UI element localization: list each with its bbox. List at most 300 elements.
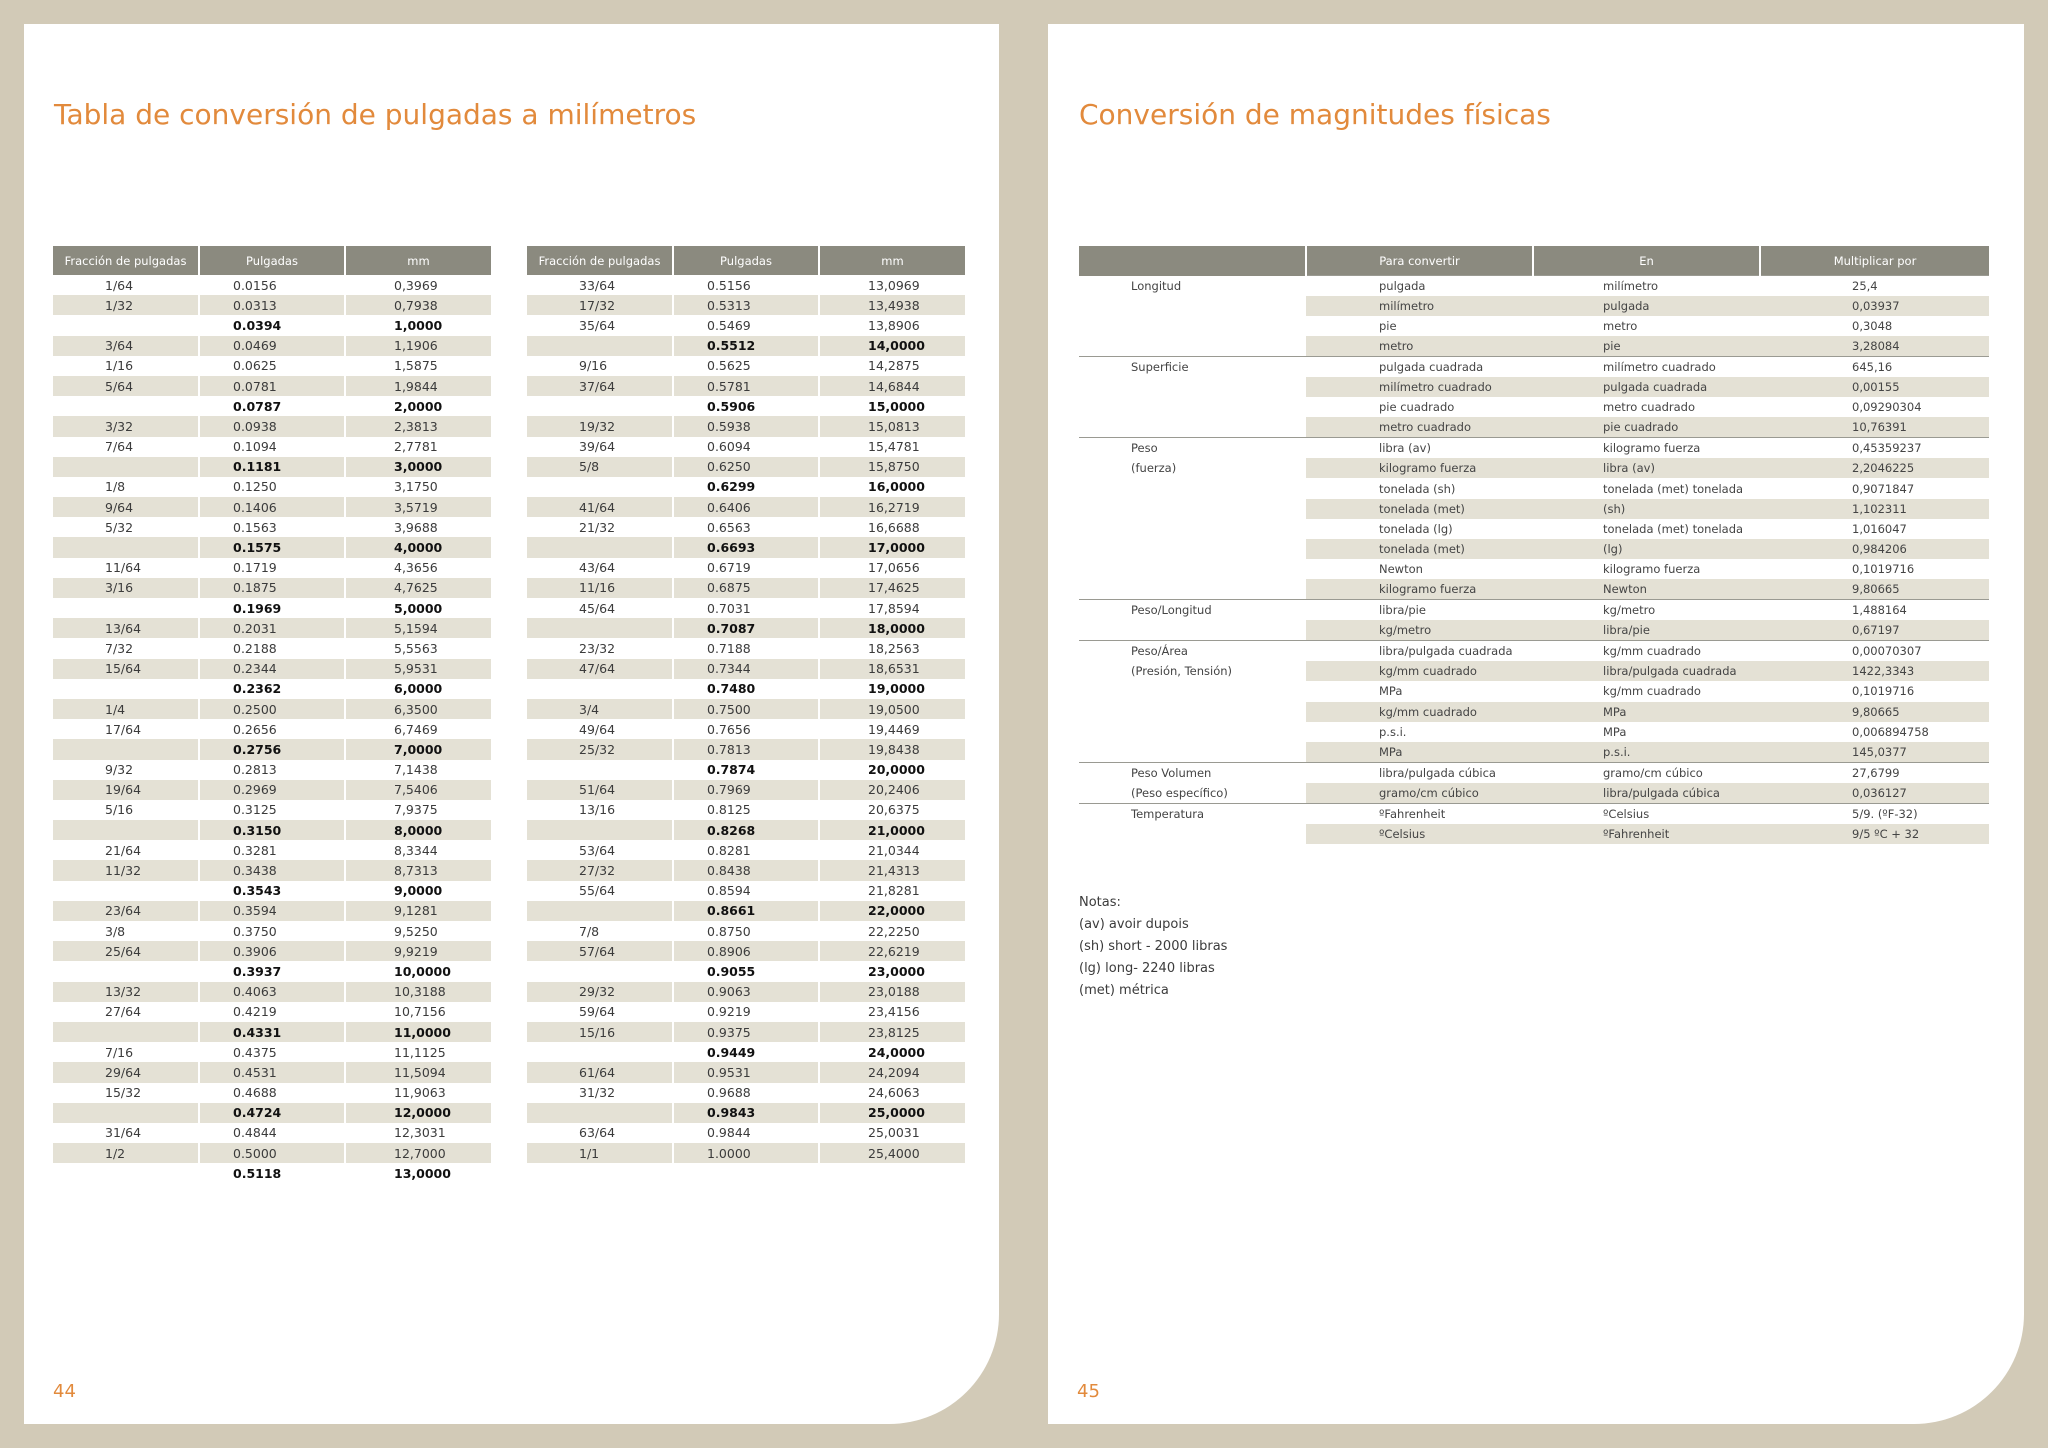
table-row — [53, 457, 491, 477]
table-row — [1079, 640, 1989, 661]
mm-cell: 2,3813 — [345, 416, 491, 436]
magnitude-cell — [1079, 397, 1306, 417]
table-row — [1079, 722, 1989, 742]
table-row — [527, 1042, 965, 1062]
from-unit-cell: tonelada (lg) — [1379, 521, 1453, 536]
mm-cell: 15,4781 — [868, 439, 920, 455]
table-row — [1079, 519, 1989, 539]
mm-cell: 4,3656 — [394, 560, 438, 576]
mm-cell: 21,0344 — [868, 842, 920, 858]
to-unit-cell: MPa — [1603, 724, 1627, 739]
from-unit-cell: kg/mm cuadrado — [1306, 661, 1533, 681]
table-row — [1079, 499, 1989, 519]
from-unit-cell: pie cuadrado — [1379, 400, 1455, 415]
fraction-cell: 17/64 — [53, 719, 199, 739]
magnitude-cell — [1079, 377, 1306, 397]
inches-cell: 0.5156 — [673, 275, 819, 295]
inches-cell: 0.0787 — [199, 396, 345, 416]
column-header: Para convertir — [1306, 246, 1533, 276]
table-row — [1079, 661, 1989, 681]
table-row — [1079, 559, 1989, 579]
mm-cell: 14,2875 — [868, 358, 920, 374]
table-row — [527, 336, 965, 356]
table-row — [53, 558, 491, 578]
mm-cell: 24,2094 — [819, 1062, 965, 1082]
table-row — [527, 558, 965, 578]
fraction-cell: 17/32 — [527, 295, 673, 315]
inches-cell: 0.4688 — [199, 1083, 345, 1103]
from-unit-cell: kg/metro — [1306, 620, 1533, 640]
inches-cell: 0.0938 — [199, 416, 345, 436]
mm-cell: 20,0000 — [868, 762, 925, 778]
fraction-cell: 15/16 — [527, 1022, 673, 1042]
table-row — [527, 416, 965, 436]
fraction-cell: 25/32 — [527, 739, 673, 759]
fraction-cell — [53, 961, 199, 981]
inches-cell: 0.0156 — [199, 275, 345, 295]
table-row — [527, 1062, 965, 1082]
fraction-cell — [53, 598, 199, 618]
mm-cell: 17,0000 — [819, 537, 965, 557]
table-row — [53, 336, 491, 356]
multiplier-cell: 9,80665 — [1760, 579, 1989, 599]
table-row — [53, 760, 491, 780]
inches-cell: 0.5469 — [673, 315, 819, 335]
fraction-cell: 15/32 — [53, 1083, 199, 1103]
mm-cell: 16,6688 — [868, 519, 920, 535]
table-row — [53, 437, 491, 457]
mm-cell: 11,5094 — [345, 1062, 491, 1082]
from-unit-cell: libra/pulgada cúbica — [1306, 762, 1533, 783]
multiplier-cell: 0,00155 — [1760, 377, 1989, 397]
mm-cell: 15,0000 — [868, 398, 925, 414]
magnitude-cell — [1079, 620, 1306, 640]
from-unit-cell: kilogramo fuerza — [1306, 458, 1533, 478]
magnitude-cell: (Presión, Tensión) — [1131, 664, 1233, 679]
table-row — [527, 356, 965, 376]
fraction-cell: 5/16 — [53, 800, 199, 820]
multiplier-cell: 9,80665 — [1760, 702, 1989, 722]
left-page — [24, 24, 999, 1424]
fraction-cell: 11/64 — [53, 558, 199, 578]
fraction-cell — [527, 1103, 673, 1123]
fraction-cell — [53, 457, 199, 477]
inches-cell: 0.0625 — [199, 356, 345, 376]
table-row — [53, 295, 491, 315]
table-row — [527, 921, 965, 941]
inches-cell: 0.7656 — [673, 719, 819, 739]
mm-cell: 14,0000 — [819, 336, 965, 356]
table-row — [53, 1042, 491, 1062]
page-title: Conversión de magnitudes físicas — [1079, 98, 1551, 131]
table-row — [527, 941, 965, 961]
to-unit-cell: libra/pulgada cúbica — [1533, 783, 1760, 804]
multiplier-cell: 3,28084 — [1760, 336, 1989, 356]
table-row — [53, 376, 491, 396]
mm-cell: 3,0000 — [345, 457, 491, 477]
note-item: (lg) long- 2240 libras — [1079, 961, 1215, 976]
to-unit-cell: tonelada (met) tonelada — [1603, 481, 1744, 496]
multiplier-cell: 0,006894758 — [1852, 724, 1929, 739]
mm-cell: 7,9375 — [394, 802, 438, 818]
mm-cell: 13,8906 — [868, 317, 920, 333]
table-row — [1079, 336, 1989, 356]
fraction-cell: 49/64 — [527, 719, 673, 739]
to-unit-cell: Newton — [1533, 579, 1760, 599]
table-row — [1079, 824, 1989, 844]
to-unit-cell: kg/mm cuadrado — [1603, 684, 1701, 699]
table-row — [527, 376, 965, 396]
table-row — [527, 1022, 965, 1042]
table-row — [527, 638, 965, 658]
inches-cell: 0.8594 — [673, 881, 819, 901]
from-unit-cell: tonelada (met) — [1306, 539, 1533, 559]
table-row — [527, 881, 965, 901]
inches-cell: 0.9449 — [673, 1042, 819, 1062]
table-row — [527, 780, 965, 800]
multiplier-cell: 0,00070307 — [1760, 640, 1989, 661]
table-row — [1079, 276, 1989, 296]
mm-cell: 17,0656 — [868, 560, 920, 576]
mm-cell: 23,4156 — [868, 1004, 920, 1020]
inches-cell: 0.5313 — [673, 295, 819, 315]
fraction-cell: 5/32 — [53, 517, 199, 537]
from-unit-cell: metro cuadrado — [1306, 417, 1533, 437]
table-row — [527, 437, 965, 457]
magnitude-cell — [1079, 417, 1306, 437]
inches-cell: 0.3281 — [199, 840, 345, 860]
inches-cell: 0.8750 — [673, 921, 819, 941]
mm-cell: 20,2406 — [819, 780, 965, 800]
inches-cell: 0.3543 — [199, 881, 345, 901]
fraction-cell: 5/8 — [527, 457, 673, 477]
inches-cell: 0.6094 — [673, 437, 819, 457]
table-row — [1079, 438, 1989, 459]
inches-cell: 0.1094 — [199, 437, 345, 457]
table-row — [53, 598, 491, 618]
to-unit-cell: gramo/cm cúbico — [1533, 762, 1760, 783]
table-row — [527, 860, 965, 880]
inches-cell: 0.3594 — [199, 901, 345, 921]
column-header: Pulgadas — [199, 246, 345, 275]
mm-cell: 0,7938 — [345, 295, 491, 315]
multiplier-cell: 0,1019716 — [1852, 684, 1915, 699]
table-row — [1079, 681, 1989, 701]
table-row — [53, 659, 491, 679]
inches-cell: 0.8281 — [673, 840, 819, 860]
fraction-cell: 7/32 — [53, 638, 199, 658]
fraction-cell — [527, 537, 673, 557]
note-item: (sh) short - 2000 libras — [1079, 939, 1228, 954]
to-unit-cell: metro cuadrado — [1603, 400, 1696, 415]
to-unit-cell: libra (av) — [1533, 458, 1760, 478]
table-row — [53, 356, 491, 376]
fraction-cell: 21/32 — [527, 517, 673, 537]
fraction-cell: 1/8 — [53, 477, 199, 497]
fraction-cell: 1/4 — [53, 699, 199, 719]
inches-cell: 0.8438 — [673, 860, 819, 880]
mm-cell: 18,2563 — [868, 640, 920, 656]
to-unit-cell: p.s.i. — [1533, 742, 1760, 762]
inches-cell: 0.9055 — [673, 961, 819, 981]
mm-cell: 12,7000 — [345, 1143, 491, 1163]
mm-cell: 7,5406 — [345, 780, 491, 800]
table-row — [1079, 783, 1989, 804]
fraction-cell — [53, 537, 199, 557]
magnitude-cell: Peso — [1079, 438, 1306, 459]
fraction-cell — [53, 1103, 199, 1123]
table-row — [527, 618, 965, 638]
fraction-cell — [53, 1022, 199, 1042]
table-row — [527, 961, 965, 981]
fraction-cell: 1/16 — [53, 356, 199, 376]
mm-cell: 11,9063 — [394, 1085, 446, 1101]
inches-cell: 0.6406 — [673, 497, 819, 517]
mm-cell: 25,0000 — [819, 1103, 965, 1123]
inches-cell: 0.9063 — [673, 982, 819, 1002]
table-row — [53, 275, 491, 295]
to-unit-cell: tonelada (met) tonelada — [1603, 521, 1744, 536]
from-unit-cell: pie — [1379, 318, 1397, 333]
table-row — [527, 497, 965, 517]
table-row — [1079, 804, 1989, 825]
mm-cell: 2,7781 — [394, 439, 438, 455]
fraction-cell: 27/64 — [53, 1002, 199, 1022]
table-header-row — [1079, 246, 1989, 276]
mm-cell: 13,4938 — [819, 295, 965, 315]
to-unit-cell: pulgada cuadrada — [1533, 377, 1760, 397]
multiplier-cell: 1,016047 — [1852, 521, 1907, 536]
to-unit-cell: kg/mm cuadrado — [1533, 640, 1760, 661]
multiplier-cell: 1,102311 — [1760, 499, 1989, 519]
inch-conversion-table-2 — [527, 246, 965, 1163]
inches-cell: 0.5625 — [673, 356, 819, 376]
fraction-cell — [53, 315, 199, 335]
mm-cell: 22,0000 — [819, 901, 965, 921]
fraction-cell — [527, 618, 673, 638]
from-unit-cell: metro — [1306, 336, 1533, 356]
physical-conversion-table — [1079, 246, 1989, 844]
mm-cell: 6,7469 — [394, 721, 438, 737]
magnitude-cell: Longitud — [1131, 278, 1182, 293]
mm-cell: 12,0000 — [345, 1103, 491, 1123]
fraction-cell: 45/64 — [527, 598, 673, 618]
inches-cell: 0.2500 — [199, 699, 345, 719]
fraction-cell: 31/32 — [527, 1083, 673, 1103]
mm-cell: 5,9531 — [345, 659, 491, 679]
mm-cell: 6,3500 — [345, 699, 491, 719]
magnitude-cell: Superficie — [1079, 356, 1306, 377]
inches-cell: 0.4331 — [199, 1022, 345, 1042]
inches-cell: 0.7874 — [673, 760, 819, 780]
fraction-cell: 31/64 — [53, 1123, 199, 1143]
inches-cell: 0.1181 — [199, 457, 345, 477]
magnitude-cell — [1079, 296, 1306, 316]
table-row — [53, 881, 491, 901]
inches-cell: 0.1719 — [199, 558, 345, 578]
multiplier-cell: 0,1019716 — [1852, 562, 1915, 577]
inches-cell: 0.0313 — [199, 295, 345, 315]
mm-cell: 9,0000 — [394, 883, 443, 899]
notes-heading: Notas: — [1079, 895, 1121, 910]
table-row — [527, 659, 965, 679]
inches-cell: 0.2188 — [199, 638, 345, 658]
fraction-cell: 1/64 — [53, 275, 199, 295]
column-header: mm — [345, 246, 491, 275]
mm-cell: 16,2719 — [819, 497, 965, 517]
fraction-cell — [527, 1042, 673, 1062]
mm-cell: 1,9844 — [345, 376, 491, 396]
inches-cell: 0.2031 — [199, 618, 345, 638]
table-row — [1079, 458, 1989, 478]
table-row — [53, 517, 491, 537]
multiplier-cell: 0,45359237 — [1760, 438, 1989, 459]
inches-cell: 0.8268 — [673, 820, 819, 840]
to-unit-cell: MPa — [1533, 702, 1760, 722]
fraction-cell — [527, 477, 673, 497]
fraction-cell: 41/64 — [527, 497, 673, 517]
table-row — [53, 1163, 491, 1183]
magnitude-cell — [1079, 702, 1306, 722]
mm-cell: 10,0000 — [394, 963, 451, 979]
table-row — [1079, 762, 1989, 783]
fraction-cell: 43/64 — [527, 558, 673, 578]
fraction-cell: 55/64 — [527, 881, 673, 901]
to-unit-cell: milímetro — [1533, 276, 1760, 296]
mm-cell: 19,4469 — [868, 721, 920, 737]
from-unit-cell: pulgada — [1306, 276, 1533, 296]
fraction-cell: 33/64 — [527, 275, 673, 295]
magnitude-cell — [1079, 539, 1306, 559]
column-header: mm — [819, 246, 965, 275]
to-unit-cell: ºFahrenheit — [1533, 824, 1760, 844]
table-row — [53, 840, 491, 860]
inches-cell: 0.7813 — [673, 739, 819, 759]
inches-cell: 0.3937 — [199, 961, 345, 981]
magnitude-cell — [1079, 579, 1306, 599]
fraction-cell: 1/1 — [527, 1143, 673, 1163]
mm-cell: 6,0000 — [394, 681, 443, 697]
magnitude-cell — [1079, 316, 1306, 336]
mm-cell: 19,0500 — [819, 699, 965, 719]
fraction-cell: 63/64 — [527, 1123, 673, 1143]
from-unit-cell: tonelada (met) — [1306, 499, 1533, 519]
fraction-cell — [527, 820, 673, 840]
table-row — [527, 840, 965, 860]
note-item: (av) avoir dupois — [1079, 917, 1189, 932]
mm-cell: 3,5719 — [345, 497, 491, 517]
column-header: Multiplicar por — [1760, 246, 1989, 276]
to-unit-cell: pulgada — [1533, 296, 1760, 316]
table-row — [53, 719, 491, 739]
table-row — [1079, 417, 1989, 437]
table-row — [1079, 377, 1989, 397]
magnitude-cell — [1079, 499, 1306, 519]
to-unit-cell: libra/pulgada cuadrada — [1533, 661, 1760, 681]
inches-cell: 0.3150 — [199, 820, 345, 840]
from-unit-cell: p.s.i. — [1379, 724, 1407, 739]
fraction-cell: 57/64 — [527, 941, 673, 961]
table-row — [53, 497, 491, 517]
table-row — [53, 1143, 491, 1163]
fraction-cell: 1/32 — [53, 295, 199, 315]
fraction-cell: 25/64 — [53, 941, 199, 961]
fraction-cell: 7/16 — [53, 1042, 199, 1062]
inches-cell: 0.5118 — [199, 1163, 345, 1183]
table-row — [527, 598, 965, 618]
mm-cell: 20,6375 — [868, 802, 920, 818]
table-row — [53, 982, 491, 1002]
table-row — [527, 517, 965, 537]
table-row — [527, 901, 965, 921]
fraction-cell: 19/64 — [53, 780, 199, 800]
fraction-cell: 9/32 — [53, 760, 199, 780]
fraction-cell — [53, 1163, 199, 1183]
table-row — [1079, 397, 1989, 417]
table-row — [53, 820, 491, 840]
mm-cell: 2,0000 — [394, 398, 443, 414]
magnitude-cell — [1079, 559, 1306, 579]
inches-cell: 0.9688 — [673, 1083, 819, 1103]
inches-cell: 0.5938 — [673, 416, 819, 436]
mm-cell: 23,0188 — [819, 982, 965, 1002]
inches-cell: 0.9375 — [673, 1022, 819, 1042]
to-unit-cell: kg/metro — [1533, 600, 1760, 621]
from-unit-cell: gramo/cm cúbico — [1306, 783, 1533, 804]
mm-cell: 22,2250 — [868, 923, 920, 939]
table-row — [53, 699, 491, 719]
multiplier-cell: 2,2046225 — [1760, 458, 1989, 478]
mm-cell: 3,1750 — [394, 479, 438, 495]
fraction-cell: 51/64 — [527, 780, 673, 800]
table-header-row — [53, 246, 491, 275]
notes — [1079, 892, 1227, 1002]
to-unit-cell: pie cuadrado — [1533, 417, 1760, 437]
multiplier-cell: 0,09290304 — [1852, 400, 1922, 415]
inches-cell: 0.5512 — [673, 336, 819, 356]
page-title: Tabla de conversión de pulgadas a milímetros — [54, 98, 697, 131]
multiplier-cell: 0,984206 — [1760, 539, 1989, 559]
magnitude-cell — [1079, 478, 1306, 498]
fraction-cell: 15/64 — [53, 659, 199, 679]
mm-cell: 5,0000 — [394, 600, 443, 616]
table-row — [527, 1143, 965, 1163]
mm-cell: 22,6219 — [819, 941, 965, 961]
table-row — [527, 537, 965, 557]
column-header: Fracción de pulgadas — [527, 246, 673, 275]
mm-cell: 16,0000 — [868, 479, 925, 495]
mm-cell: 5,1594 — [345, 618, 491, 638]
inches-cell: 0.7480 — [673, 679, 819, 699]
inches-cell: 0.7087 — [673, 618, 819, 638]
table-row — [1079, 579, 1989, 599]
table-row — [53, 1083, 491, 1103]
table-row — [53, 537, 491, 557]
inches-cell: 0.4063 — [199, 982, 345, 1002]
multiplier-cell: 0,03937 — [1760, 296, 1989, 316]
to-unit-cell: kilogramo fuerza — [1603, 562, 1701, 577]
magnitude-cell: Peso/Área — [1079, 640, 1306, 661]
fraction-cell: 9/16 — [527, 356, 673, 376]
multiplier-cell: 10,76391 — [1760, 417, 1989, 437]
table-row — [53, 618, 491, 638]
fraction-cell: 19/32 — [527, 416, 673, 436]
fraction-cell: 13/64 — [53, 618, 199, 638]
inches-cell: 0.2344 — [199, 659, 345, 679]
inches-cell: 0.8906 — [673, 941, 819, 961]
multiplier-cell: 0,3048 — [1852, 318, 1893, 333]
mm-cell: 1,0000 — [394, 317, 443, 333]
